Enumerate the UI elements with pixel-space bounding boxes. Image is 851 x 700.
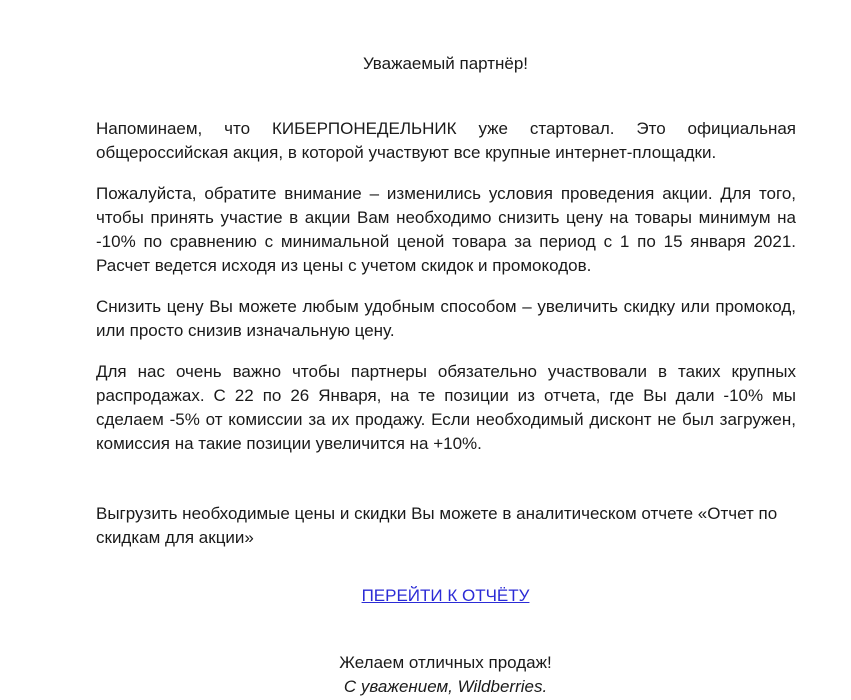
paragraph-conditions: Пожалуйста, обратите внимание – изменились условия проведения акции. Для того, чтобы принять участие в акции Вам необходимо снизить цену на товары минимум на -10% по сравнению с минимальной ценой товара за период с 1 по 15 января 2021. Расчет ведется исходя из цены с учетом скидок и промокодов. — [96, 184, 796, 275]
go-to-report-link[interactable]: ПЕРЕЙТИ К ОТЧЁТУ — [361, 586, 530, 605]
paragraph-announcement: Напоминаем, что КИБЕРПОНЕДЕЛЬНИК уже стартовал. Это официальная общероссийская акция, в которой участвуют все крупные интернет-площадки. — [96, 119, 796, 162]
email-closing — [0, 651, 851, 699]
email-greeting: Уважаемый партнёр! — [362, 54, 529, 73]
paragraph-commission: Для нас очень важно чтобы партнеры обязательно участвовали в таких крупных распродажах. С 22 по 26 Января, на те позиции из отчета, где Вы дали -10% мы сделаем -5% от комиссии за их продажу. Если необходимый дисконт не был загружен, комиссия на такие позиции увеличится на +10%. — [96, 362, 796, 453]
closing-wish: Желаем отличных продаж! — [339, 653, 552, 672]
paragraph-price-methods: Снизить цену Вы можете любым удобным способом – увеличить скидку или промокод, или просто снизив изначальную цену. — [96, 297, 796, 340]
email-content — [96, 117, 796, 567]
cta-container — [0, 584, 851, 608]
paragraph-report-download: Выгрузить необходимые цены и скидки Вы можете в аналитическом отчете «Отчет по скидкам для акции» — [96, 504, 778, 547]
email-signature: С уважением, Wildberries. — [343, 677, 548, 696]
